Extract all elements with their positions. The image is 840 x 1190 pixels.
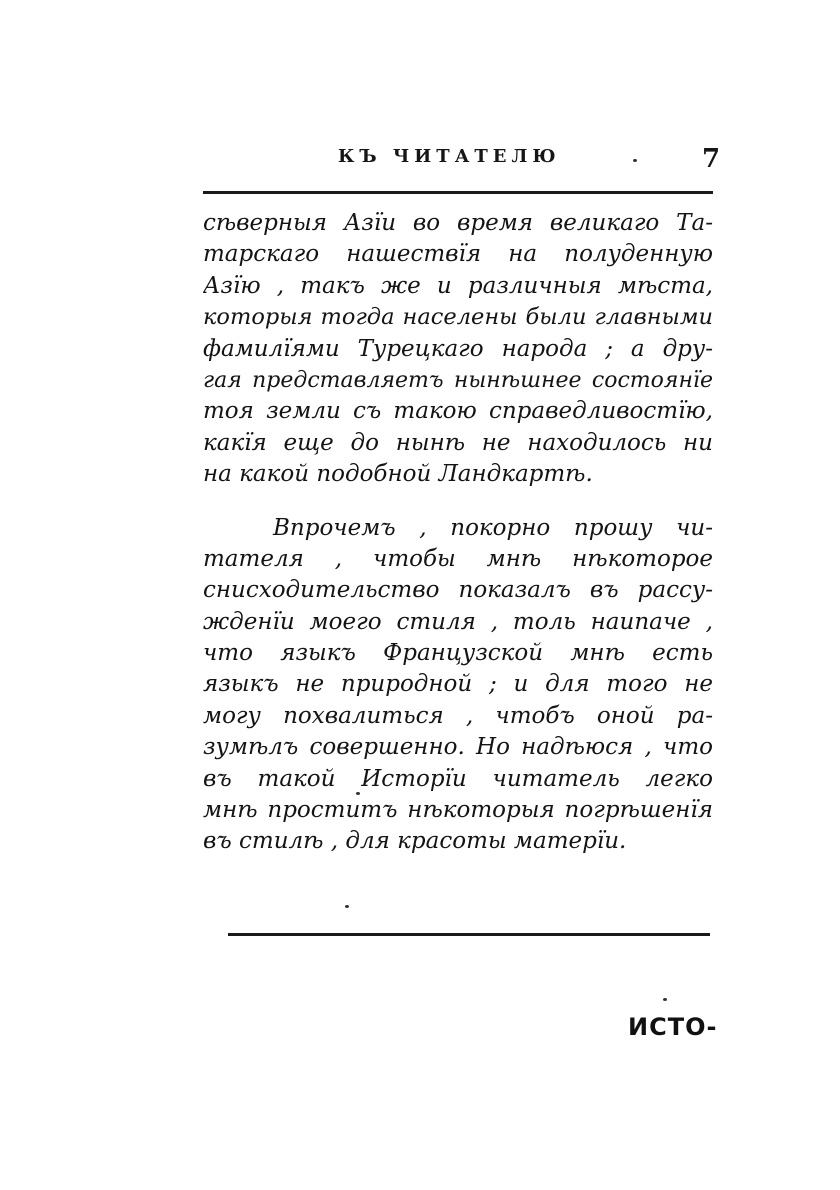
text-line: фамилïями Турецкаго народа ; а дру-: [203, 335, 713, 362]
text-line: мнѣ проститъ нѣкоторыя погрѣшенïя: [203, 797, 713, 824]
ink-speck: [356, 792, 360, 795]
ink-speck: [663, 998, 667, 1001]
paragraph-2: [203, 513, 713, 858]
text-line: въ такой Исторïи читатель легко: [203, 765, 713, 792]
text-line: на какой подобной Ландкартѣ.: [203, 461, 593, 488]
text-line: снисходительство показалъ въ рассу-: [203, 577, 713, 604]
text-line: тарскаго нашествïя на полуденную: [203, 241, 713, 268]
text-line: въ стилѣ , для красоты матерïи.: [203, 828, 627, 855]
running-title: КЪ ЧИТАТЕЛЮ: [338, 146, 561, 167]
text-line: языкъ не природной ; и для того не: [203, 671, 713, 698]
ink-speck: [633, 159, 637, 162]
paragraph-gap: [203, 491, 713, 513]
paragraph-1: [203, 208, 713, 491]
text-line: какïя еще до нынѣ не находилось ни: [203, 429, 713, 456]
text-line: что языкъ Французской мнѣ есть: [203, 640, 713, 667]
text-line: Впрочемъ , покорно прошу чи-: [273, 514, 713, 541]
text-line: гая представляетъ нынѣшнее состоянïе: [203, 367, 713, 393]
text-line: жденïи моего стиля , толь наипаче ,: [203, 608, 713, 635]
text-line: зумѣлъ совершенно. Но надѣюся , что: [203, 734, 713, 761]
catchword: ИСТО-: [628, 1013, 718, 1041]
body-text: [203, 208, 713, 858]
text-line: тателя , чтобы мнѣ нѣкоторое: [203, 545, 713, 572]
text-line: Азïю , такъ же и различныя мѣста,: [203, 272, 713, 299]
end-rule: [228, 933, 710, 936]
ink-speck: [345, 905, 349, 908]
text-line: которыя тогда населены были главными: [203, 304, 713, 331]
text-line: сѣверныя Азïи во время великаго Та-: [203, 210, 713, 236]
page-number: 7: [702, 144, 721, 174]
text-line: могу похвалиться , чтобъ оной ра-: [203, 702, 713, 729]
header-rule: [203, 191, 713, 194]
text-line: тоя земли съ такою справедливостïю,: [203, 398, 713, 425]
